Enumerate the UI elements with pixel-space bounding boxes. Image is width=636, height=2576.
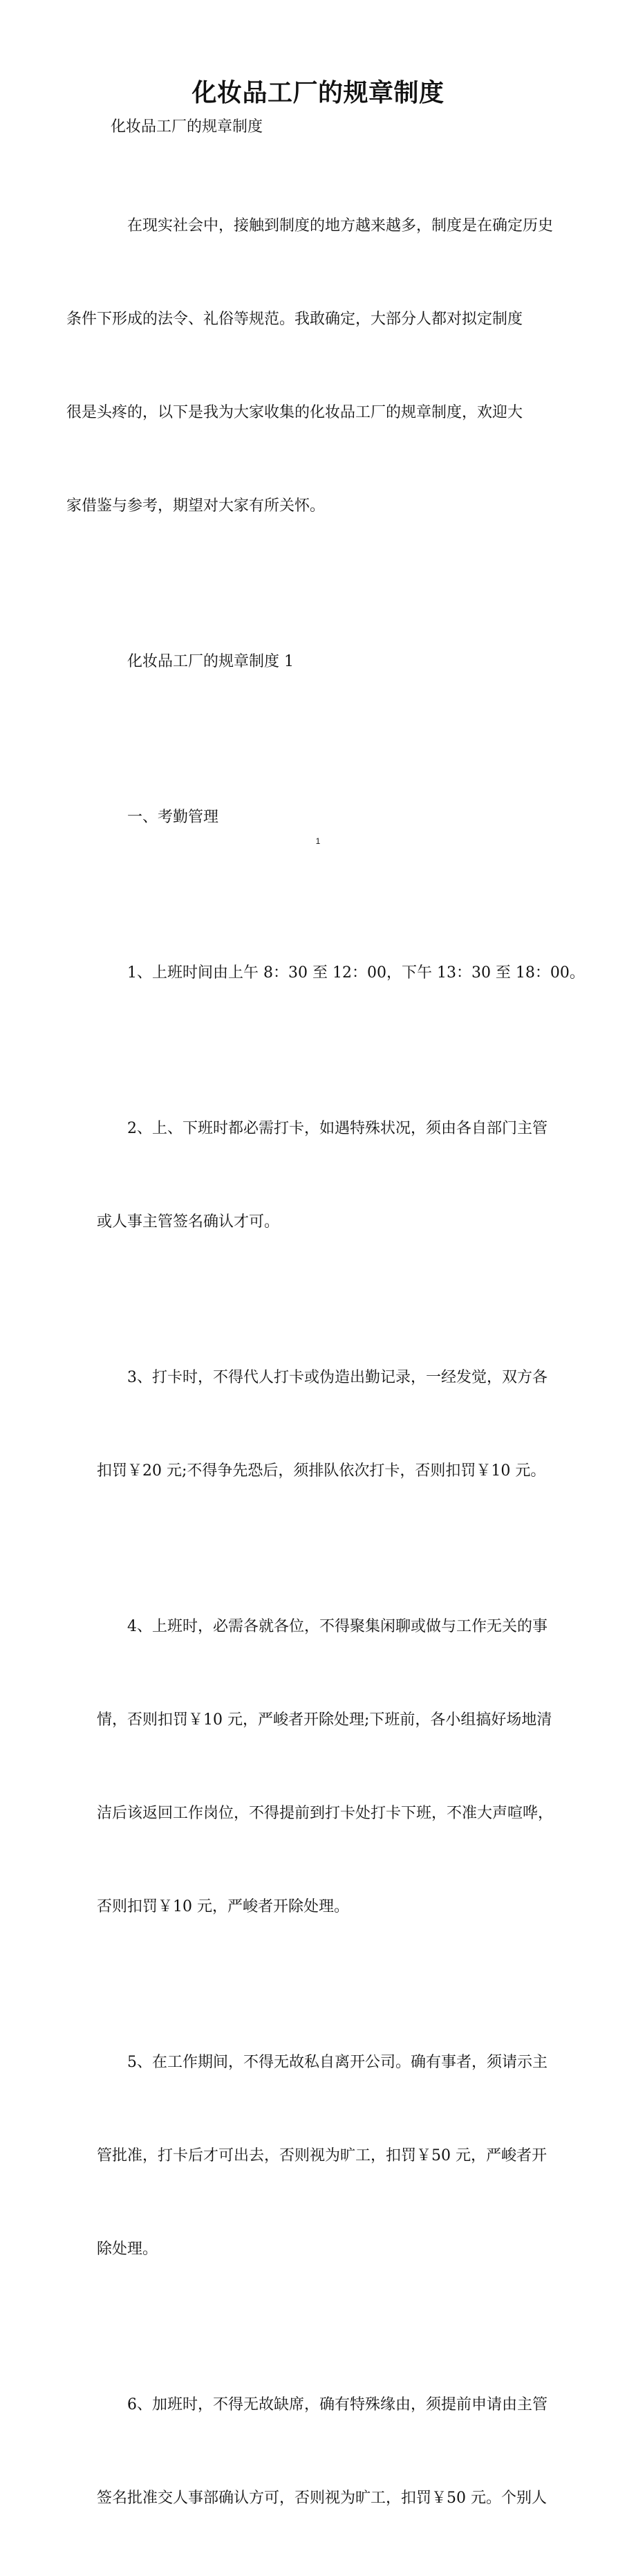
paragraph-line: 签名批准交人事部确认方可，否则视为旷工，扣罚￥50 元。个别人 [97, 2490, 547, 2507]
document-body [66, 148, 585, 2576]
section-heading-1 [97, 584, 541, 739]
paragraph-line: 6、加班时，不得无故缺席，确有特殊缘由，须提前申请由主管 [127, 2396, 548, 2413]
paragraph-line: 除处理。 [97, 2241, 158, 2258]
rule-4 [97, 1549, 554, 1985]
page-title: 化妆品工厂的规章制度 [191, 78, 445, 107]
document-subtitle: 化妆品工厂的规章制度 [111, 118, 263, 136]
rule-6 [97, 2327, 548, 2576]
paragraph-line: 在现实社会中，接触到制度的地方越来越多，制度是在确定历史 [127, 217, 554, 234]
paragraph-line: 一、考勤管理 [127, 809, 219, 826]
paragraph-line: 条件下形成的法令、礼俗等规范。我敢确定，大部分人都对拟定制度 [66, 311, 523, 328]
page-number: 1 [315, 836, 321, 846]
paragraph-line: 否则扣罚￥10 元，严峻者开除处理。 [97, 1898, 349, 1915]
paragraph-line: 管批准，打卡后才可出去，否则视为旷工，扣罚￥50 元，严峻者开 [97, 2147, 547, 2164]
rule-2 [97, 1051, 548, 1300]
paragraph-line: 洁后该返回工作岗位，不得提前到打卡处打卡下班，不准大声喧哗， [97, 1805, 554, 1822]
paragraph-line: 3、打卡时，不得代人打卡或伪造出勤记录，一经发觉，双方各 [127, 1369, 548, 1386]
paragraph-line: 4、上班时，必需各就各位，不得聚集闲聊或做与工作无关的事 [127, 1618, 548, 1635]
paragraph-line: 扣罚￥20 元;不得争先恐后，须排队依次打卡，否则扣罚￥10 元。 [97, 1462, 546, 1480]
rule-3 [97, 1300, 548, 1549]
paragraph-line: 5、在工作期间，不得无故私自离开公司。确有事者，须请示主 [127, 2054, 548, 2071]
paragraph-line: 化妆品工厂的规章制度 1 [127, 653, 294, 670]
paragraph-intro [66, 148, 554, 584]
paragraph-line: 情，否则扣罚￥10 元，严峻者开除处理;下班前，各小组搞好场地清 [97, 1711, 552, 1729]
rule-5 [97, 1985, 548, 2327]
paragraph-line: 1、上班时间由上午 8：30 至 12：00，下午 13：30 至 18：00。 [127, 964, 585, 982]
paragraph-line: 或人事主管签名确认才可。 [97, 1213, 280, 1231]
paragraph-line: 很是头疼的，以下是我为大家收集的化妆品工厂的规章制度，欢迎大 [66, 404, 523, 421]
paragraph-line: 家借鉴与参考，期望对大家有所关怀。 [66, 497, 326, 515]
rule-1 [97, 895, 585, 1051]
paragraph-line: 2、上、下班时都必需打卡，如遇特殊状况，须由各自部门主管 [127, 1120, 548, 1137]
section-heading-attendance [97, 739, 541, 895]
